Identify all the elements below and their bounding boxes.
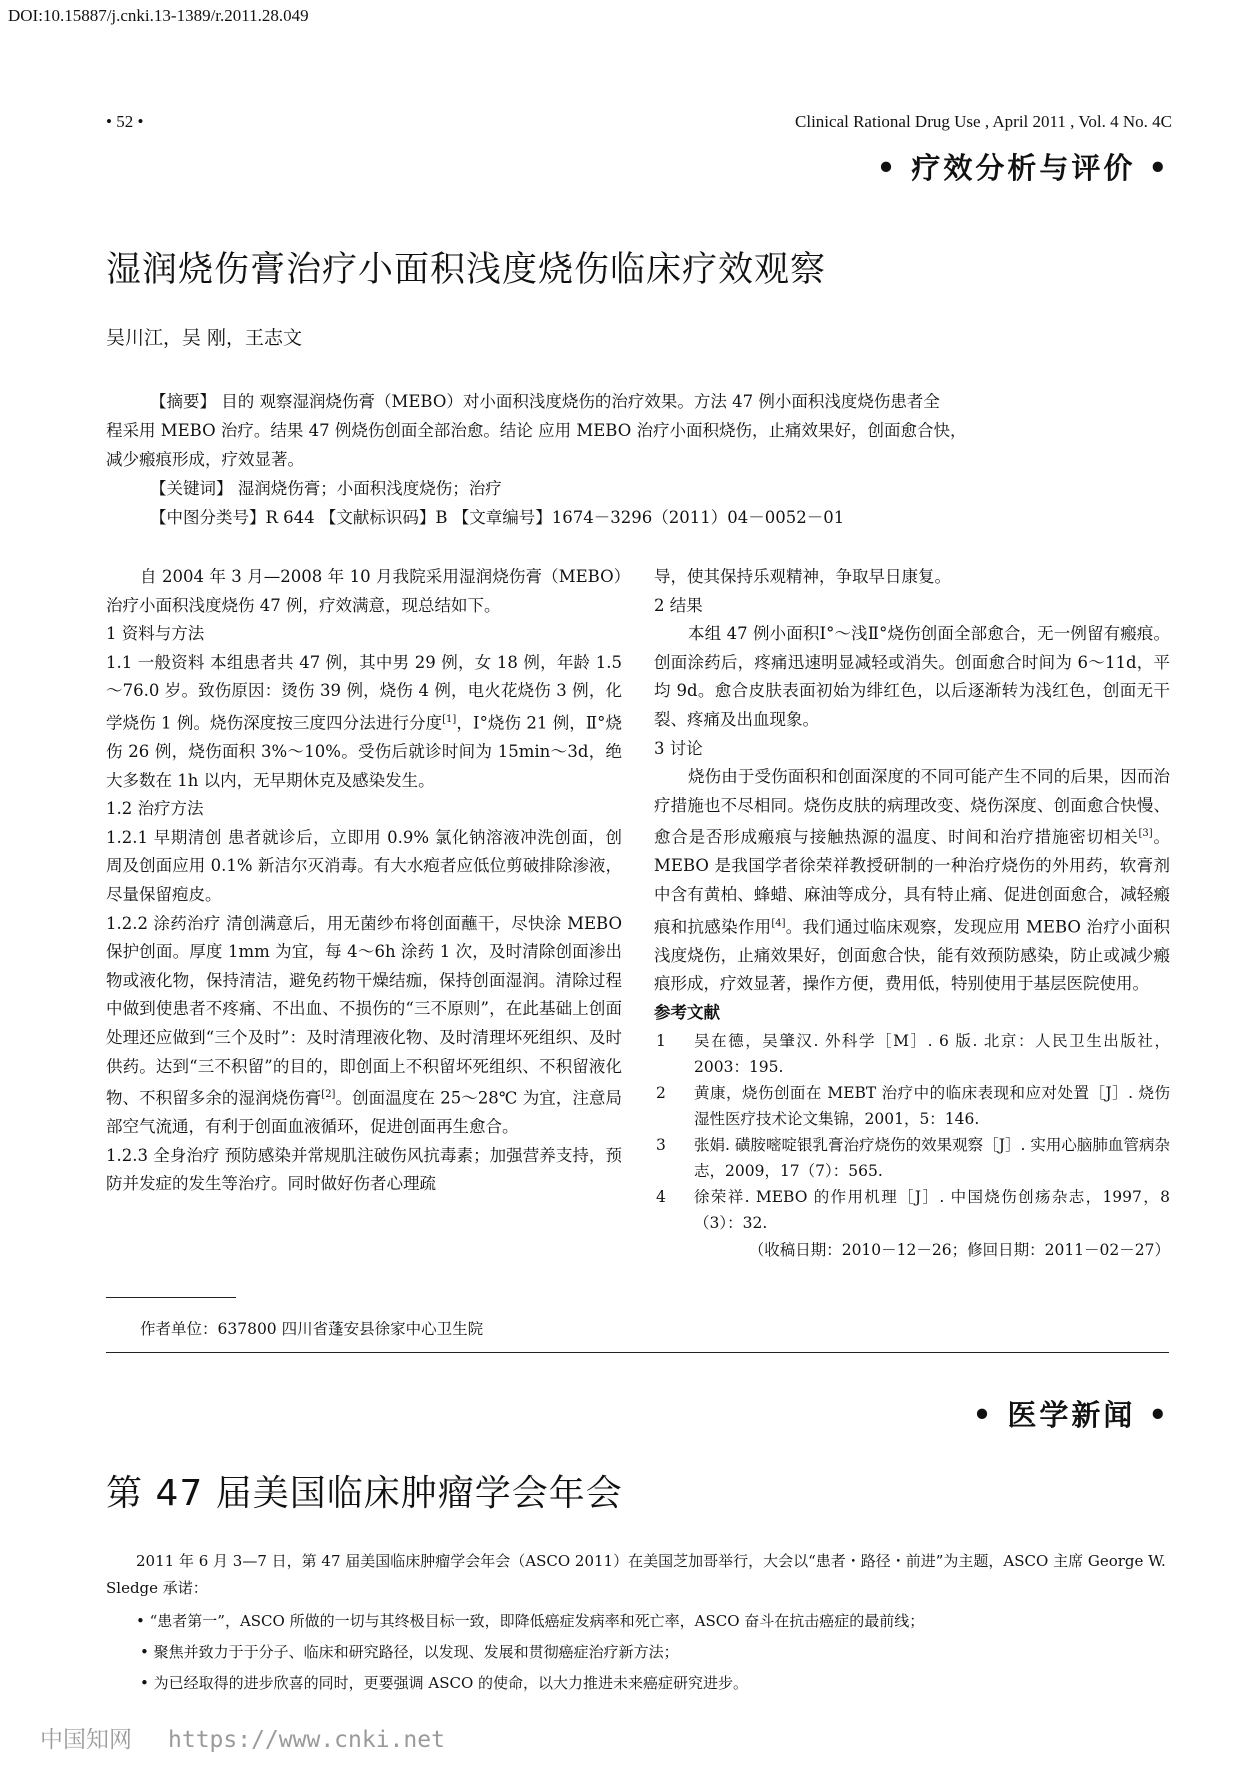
doi: DOI:10.15887/j.cnki.13-1389/r.2011.28.049 [8,6,309,25]
paragraph: 1.2.3 全身治疗 预防感染并常规肌注破伤风抗毒素；加强营养支持，预防并发症的发生等治疗。同时做好伤者心理疏 [106,1145,622,1194]
reference-item: 2 黄康，烧伤创面在 MEBT 治疗中的临床表现和应对处置［J］. 烧伤湿性医疗技术论文集锦，2001，5：146. [656,1083,1170,1128]
abstract-line: 减少瘢痕形成，疗效显著。 [106,450,304,469]
left-column [106,563,622,1199]
news-bullet: • “患者第一”，ASCO 所做的一切与其终极目标一致，即降低癌症发病率和死亡率，ASCO 奋斗在抗击癌症的最前线； [136,1612,925,1630]
footnote-divider [106,1297,236,1298]
keywords: 【关键词】 湿润烧伤膏；小面积浅度烧伤；治疗 [150,479,502,498]
paragraph: 烧伤由于受伤面积和创面深度的不同可能产生不同的后果，因而治疗措施也不尽相同。烧伤皮肤的病理改变、烧伤深度、创面愈合快慢、愈合是否形成瘢痕与接触热源的温度、时间和治疗措施密切相关[3]。MEBO 是我国学者徐荣祥教授研制的一种治疗烧伤的外用药，软膏剂中含有黄柏、蜂蜡、麻油等成分，具有特止痛、促进创面愈合，减轻瘢痕和抗感染作用[4]。我们通过临床观察，发现应用 MEBO 治疗小面积浅度烧伤，止痛效果好，创面愈合快，能有效预防感染，防止或减少瘢痕形成，疗效显著，操作方便，费用低，特别使用于基层医院使用。 [654,767,1171,994]
page-number: • 52 • [106,112,144,131]
authors: 吴川江，吴 刚，王志文 [106,327,303,349]
news-bullet: • 聚焦并致力于于分子、临床和研究路径，以发现、发展和贯彻癌症治疗新方法； [140,1643,679,1661]
references-heading: 参考文献 [654,1002,720,1022]
author-affiliation: 作者单位：637800 四川省蓬安县徐家中心卫生院 [140,1320,484,1338]
watermark-url: https://www.cnki.net [168,1727,445,1753]
intro-paragraph: 自 2004 年 3 月—2008 年 10 月我院采用湿润烧伤膏（MEBO）治疗小面积浅度烧伤 47 例，疗效满意，现总结如下。 [106,567,622,615]
reference-item: 1 吴在德，吴肇汉. 外科学［M］. 6 版. 北京：人民卫生出版社，2003：195. [656,1031,1170,1076]
watermark-brand: 中国知网 [40,1727,132,1753]
section-heading: 1 资料与方法 [106,624,205,644]
abstract-line: 程采用 MEBO 治疗。结果 47 例烧伤创面全部治愈。结论 应用 MEBO 治疗小面积烧伤，止痛效果好，创面愈合快， [106,421,967,440]
section-heading: 1.2 治疗方法 [106,799,204,819]
classification: 【中图分类号】R 644 【文献标识码】B 【文章编号】1674－3296（2011）04－0052－01 [150,508,845,527]
paragraph: 1.2.2 涂药治疗 清创满意后，用无菌纱布将创面蘸干，尽快涂 MEBO 保护创面。厚度 1mm 为宜，每 4～6h 涂药 1 次，及时清除创面渗出物或液化物，保持清洁，避免药物干燥结痂，保持创面湿润。清除过程中做到使患者不疼痛、不出血、不损伤的“三不原则”，在此基础上创面处理还应做到“三个及时”：及时清理液化物、及时清理坏死组织、及时供药。达到“三不积留”的目的，即创面上不积留坏死组织、不积留液化物、不积留多余的湿润烧伤膏[2]。创面温度在 25～28℃ 为宜，注意局部空气流通，有利于创面血液循环，促进创面再生愈合。 [106,913,622,1137]
article-divider [106,1352,1169,1353]
section-tag: • 疗效分析与评价 • [876,151,1170,185]
paragraph: 1.2.1 早期清创 患者就诊后，立即用 0.9% 氯化钠溶液冲洗创面，创周及创面应用 0.1% 新洁尔灭消毒。有大水疱者应低位剪破排除渗液，尽量保留疱皮。 [106,827,622,905]
received-dates: （收稿日期：2010－12－26；修回日期：2011－02－27） [748,1240,1170,1259]
news-intro: 2011 年 6 月 3—7 日，第 47 届美国临床肿瘤学会年会（ASCO 2011）在美国芝加哥举行，大会以“患者・路径・前进”为主题，ASCO 主席 George W. Sledge 承诺： [106,1552,1166,1597]
section-heading: 2 结果 [654,595,703,615]
abstract [106,387,1161,532]
abstract-line: 【摘要】 目的 观察湿润烧伤膏（MEBO）对小面积浅度烧伤的治疗效果。方法 47 例小面积浅度烧伤患者全 [150,392,940,411]
news-title: 第 47 届美国临床肿瘤学会年会 [106,1473,623,1514]
paragraph: 导，使其保持乐观精神，争取早日康复。 [654,567,951,586]
reference-list [654,1028,1170,1236]
reference-item: 4 徐荣祥. MEBO 的作用机理［J］. 中国烧伤创疡杂志，1997，8（3）：32. [656,1187,1170,1232]
watermark [40,1721,445,1754]
paragraph: 1.1 一般资料 本组患者共 47 例，其中男 29 例，女 18 例，年龄 1.5～76.0 岁。致伤原因：烫伤 39 例，烧伤 4 例，电火花烧伤 3 例，化学烧伤 1 例。烧伤深度按三度四分法进行分度[1]，Ⅰ°烧伤 21 例，Ⅱ°烧伤 26 例，烧伤面积 3%～10%。受伤后就诊时间为 15min～3d，绝大多数在 1h 以内，无早期休克及感染发生。 [106,652,622,790]
news-body [106,1548,1169,1697]
journal-header: Clinical Rational Drug Use , April 2011 , Vol. 4 No. 4C [795,112,1172,131]
paragraph: 本组 47 例小面积Ⅰ°～浅Ⅱ°烧伤创面全部愈合，无一例留有瘢痕。创面涂药后，疼痛迅速明显减轻或消失。创面愈合时间为 6～11d，平均 9d。愈合皮肤表面初始为绯红色，以后逐渐转为浅红色，创面无干裂、疼痛及出血现象。 [654,624,1170,729]
news-bullet: • 为已经取得的进步欣喜的同时，更要强调 ASCO 的使命，以大力推进未来癌症研究进步。 [140,1674,749,1692]
section-heading: 3 讨论 [654,738,703,758]
right-column [654,563,1170,1264]
reference-item: 3 张娟. 磺胺嘧啶银乳膏治疗烧伤的效果观察［J］. 实用心脑肺血管病杂志，2009，17（7）：565. [656,1135,1170,1180]
article-title: 湿润烧伤膏治疗小面积浅度烧伤临床疗效观察 [106,250,827,290]
section-tag: • 医学新闻 • [972,1398,1170,1432]
